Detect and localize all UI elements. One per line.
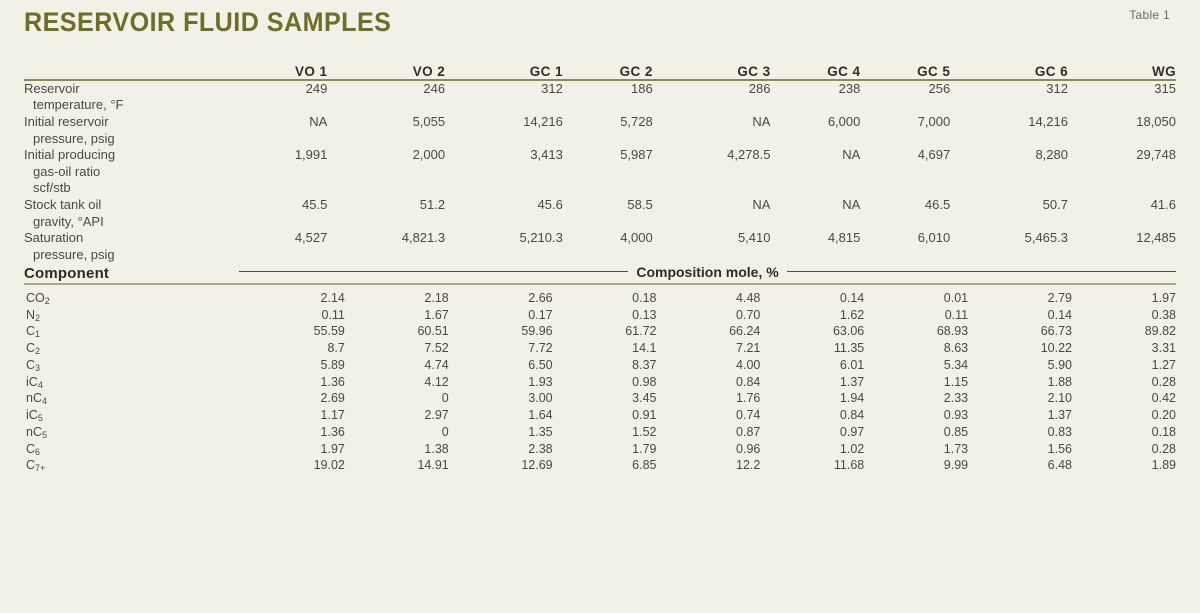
reservoir-fluid-samples-table bbox=[24, 64, 1176, 285]
table-row bbox=[24, 147, 1176, 197]
cell-value: 63.06 bbox=[832, 324, 865, 339]
table-row bbox=[24, 407, 1176, 424]
table-row bbox=[24, 81, 1176, 114]
cell-value: 1.97 bbox=[320, 441, 345, 456]
cell-value: 68.93 bbox=[936, 324, 969, 339]
banner-rule-right bbox=[787, 271, 1176, 272]
cell-value: 8.37 bbox=[632, 357, 657, 372]
cell-value: 0.13 bbox=[632, 307, 657, 322]
cell-value: 12.69 bbox=[521, 458, 553, 473]
cell-value: 12.2 bbox=[736, 458, 761, 473]
cell-value: 3,413 bbox=[530, 147, 563, 163]
cell-value: 0.01 bbox=[943, 290, 969, 305]
species-name: C bbox=[26, 324, 36, 339]
cell-value: 0.96 bbox=[736, 441, 761, 456]
species-label bbox=[24, 307, 241, 324]
cell-value: 1.94 bbox=[839, 391, 865, 406]
cell-value: 1.02 bbox=[839, 441, 865, 456]
table-row bbox=[24, 357, 1176, 374]
column-header-vo2: VO 2 bbox=[412, 63, 446, 79]
cell-value: 5.89 bbox=[320, 357, 345, 372]
cell-value: 1.52 bbox=[632, 424, 657, 439]
species-subscript: 4 bbox=[37, 379, 43, 390]
cell-value: 0.18 bbox=[1151, 424, 1176, 439]
table-row bbox=[24, 457, 1176, 474]
cell-value: 2.14 bbox=[320, 290, 345, 305]
species-name: C bbox=[26, 458, 36, 473]
cell-value: 6.85 bbox=[632, 458, 657, 473]
component-label-text: Component bbox=[24, 264, 110, 282]
column-header-gc6: GC 6 bbox=[1034, 63, 1068, 79]
cell-value: 0.18 bbox=[632, 290, 657, 305]
species-subscript: 2 bbox=[35, 346, 41, 356]
cell-value: 1.37 bbox=[839, 374, 865, 389]
cell-value: NA bbox=[309, 113, 328, 129]
cell-value: 4,815 bbox=[827, 230, 861, 246]
cell-value: 4,697 bbox=[917, 147, 951, 163]
table-header-row bbox=[24, 64, 1176, 79]
property-label-reservoir-temperature bbox=[24, 81, 239, 114]
column-header-vo1: VO 1 bbox=[294, 63, 328, 79]
page-title bbox=[24, 0, 1095, 38]
species-label bbox=[24, 374, 241, 391]
species-name: CO bbox=[26, 290, 45, 305]
cell-value: 55.59 bbox=[313, 324, 345, 339]
species-label bbox=[24, 357, 241, 374]
cell-value: 10.22 bbox=[1040, 341, 1072, 355]
species-name: nC bbox=[26, 424, 42, 439]
component-header-row bbox=[24, 264, 1176, 283]
property-label-initial-reservoir-pressure bbox=[24, 114, 239, 147]
cell-value: 89.82 bbox=[1144, 324, 1176, 339]
cell-value: 249 bbox=[305, 80, 328, 96]
cell-value: 6,000 bbox=[827, 113, 861, 129]
cell-value: 4,527 bbox=[294, 230, 328, 246]
species-label bbox=[24, 290, 241, 307]
cell-value: 3.00 bbox=[528, 391, 553, 406]
cell-value: 0.14 bbox=[839, 290, 865, 305]
species-subscript: 5 bbox=[37, 413, 43, 423]
cell-value: 1.27 bbox=[1151, 357, 1176, 372]
species-name: iC bbox=[26, 374, 38, 389]
cell-value: 4.74 bbox=[424, 357, 449, 372]
cell-value: 0 bbox=[441, 424, 449, 439]
cell-value: 2.69 bbox=[320, 391, 345, 406]
property-label-sub: temperature, °F bbox=[33, 97, 124, 113]
column-header-gc1: GC 1 bbox=[529, 63, 563, 79]
cell-value: 1.64 bbox=[528, 408, 553, 422]
cell-value: 2.97 bbox=[424, 408, 449, 422]
species-subscript: 5 bbox=[41, 429, 47, 440]
composition-banner bbox=[239, 264, 1176, 283]
cell-value: 12,485 bbox=[1136, 230, 1176, 246]
cell-value: 0.74 bbox=[736, 408, 761, 422]
cell-value: 66.73 bbox=[1040, 324, 1072, 339]
species-name: C bbox=[26, 357, 36, 372]
cell-value: 0.11 bbox=[944, 307, 969, 322]
species-subscript: 2 bbox=[35, 312, 41, 323]
cell-value: 1.97 bbox=[1151, 290, 1176, 305]
table-row bbox=[24, 340, 1176, 357]
cell-value: 60.51 bbox=[417, 324, 449, 339]
species-label bbox=[24, 390, 241, 407]
cell-value: 0.85 bbox=[943, 424, 969, 439]
property-label-saturation-pressure bbox=[24, 230, 239, 263]
cell-value: 0.14 bbox=[1047, 307, 1072, 322]
cell-value: 1.38 bbox=[424, 441, 449, 456]
cell-value: 7.21 bbox=[736, 341, 761, 355]
cell-value: 1.67 bbox=[424, 307, 449, 322]
species-label bbox=[24, 340, 241, 357]
species-subscript: 4 bbox=[41, 396, 47, 407]
cell-value: 286 bbox=[748, 80, 771, 96]
species-subscript: 1 bbox=[35, 329, 41, 340]
cell-value: 0.84 bbox=[736, 374, 761, 389]
cell-value: 9.99 bbox=[943, 458, 969, 473]
property-label-sub: gravity, °API bbox=[33, 213, 104, 229]
cell-value: 5,055 bbox=[412, 113, 446, 129]
cell-value: 1.56 bbox=[1047, 441, 1072, 456]
cell-value: 1.36 bbox=[320, 374, 345, 389]
cell-value: 0.28 bbox=[1151, 441, 1176, 456]
cell-value: 11.68 bbox=[833, 458, 865, 473]
cell-value: 14,216 bbox=[523, 113, 563, 129]
header-blank bbox=[24, 64, 239, 79]
cell-value: 0 bbox=[441, 391, 449, 406]
table-row bbox=[24, 374, 1176, 391]
cell-value: 1.36 bbox=[320, 424, 345, 439]
cell-value: 8.63 bbox=[943, 341, 969, 355]
cell-value: 8,280 bbox=[1035, 147, 1068, 163]
cell-value: 2.10 bbox=[1047, 391, 1072, 406]
species-subscript: 2 bbox=[44, 295, 50, 306]
cell-value: 3.31 bbox=[1151, 341, 1176, 355]
cell-value: 186 bbox=[631, 80, 653, 96]
cell-value: 41.6 bbox=[1150, 197, 1176, 213]
cell-value: 6.48 bbox=[1047, 458, 1072, 473]
cell-value: 0.38 bbox=[1151, 307, 1176, 322]
species-label bbox=[24, 323, 241, 340]
cell-value: 0.70 bbox=[736, 307, 761, 322]
cell-value: 0.42 bbox=[1151, 391, 1176, 406]
cell-value: NA bbox=[752, 197, 771, 213]
column-header-gc2: GC 2 bbox=[619, 63, 653, 79]
cell-value: 312 bbox=[1046, 80, 1068, 96]
property-label-stock-tank-oil-gravity bbox=[24, 197, 239, 230]
cell-value: 0.84 bbox=[839, 408, 865, 422]
property-label-sub: pressure, psig bbox=[33, 246, 115, 262]
cell-value: 1.35 bbox=[528, 424, 553, 439]
species-label bbox=[24, 441, 241, 458]
species-subscript: 7+ bbox=[35, 463, 46, 474]
property-label-main: Stock tank oil bbox=[24, 197, 102, 213]
cell-value: 0.28 bbox=[1151, 374, 1176, 389]
cell-value: 7.72 bbox=[528, 341, 553, 355]
banner-rule-left bbox=[239, 271, 628, 272]
property-label-main: Saturation bbox=[24, 230, 84, 246]
component-header-label bbox=[24, 264, 239, 283]
cell-value: 4,278.5 bbox=[727, 147, 771, 163]
cell-value: 50.7 bbox=[1042, 197, 1068, 213]
property-label-main: Initial reservoir bbox=[24, 113, 109, 129]
table-row bbox=[24, 114, 1176, 147]
species-name: C bbox=[26, 441, 36, 456]
composition-banner-label: Composition mole, % bbox=[636, 263, 779, 280]
cell-value: 5.90 bbox=[1047, 357, 1072, 372]
cell-value: 18,050 bbox=[1136, 113, 1176, 129]
cell-value: 2.33 bbox=[943, 391, 969, 406]
cell-value: 7.52 bbox=[424, 341, 449, 355]
cell-value: 19.02 bbox=[313, 458, 345, 473]
property-label-initial-producing-gas-oil-ratio bbox=[24, 147, 239, 197]
cell-value: 0.87 bbox=[736, 424, 761, 439]
cell-value: 315 bbox=[1154, 80, 1176, 96]
cell-value: 14.1 bbox=[632, 341, 657, 355]
species-label bbox=[24, 424, 241, 441]
cell-value: 0.98 bbox=[632, 374, 657, 389]
cell-value: NA bbox=[842, 197, 861, 213]
composition-rule bbox=[24, 283, 1176, 285]
species-name: iC bbox=[26, 408, 38, 422]
cell-value: 66.24 bbox=[729, 324, 761, 339]
cell-value: 5,210.3 bbox=[519, 230, 563, 246]
column-header-gc3: GC 3 bbox=[737, 63, 771, 79]
property-label-main: Reservoir bbox=[24, 80, 80, 96]
cell-value: 29,748 bbox=[1136, 147, 1176, 163]
species-label bbox=[24, 457, 241, 474]
cell-value: 246 bbox=[423, 80, 446, 96]
cell-value: 4,000 bbox=[620, 230, 653, 246]
cell-value: 7,000 bbox=[917, 113, 951, 129]
table-row bbox=[24, 441, 1176, 458]
cell-value: 14.91 bbox=[417, 458, 449, 473]
cell-value: NA bbox=[752, 113, 771, 129]
property-label-sub: gas-oil ratio bbox=[33, 163, 101, 179]
species-name: C bbox=[26, 341, 36, 355]
table-number-label: Table 1 bbox=[1129, 8, 1170, 22]
species-subscript: 3 bbox=[35, 362, 41, 373]
cell-value: 5,987 bbox=[620, 147, 653, 163]
cell-value: 0.20 bbox=[1151, 408, 1176, 422]
cell-value: 1.15 bbox=[943, 374, 969, 389]
cell-value: 256 bbox=[928, 80, 951, 96]
cell-value: 0.11 bbox=[321, 307, 345, 322]
cell-value: 0.91 bbox=[632, 408, 657, 422]
table-row bbox=[24, 390, 1176, 407]
cell-value: 5,728 bbox=[620, 113, 653, 129]
property-label-sub2: scf/stb bbox=[33, 180, 71, 196]
cell-value: 3.45 bbox=[632, 391, 657, 406]
cell-value: 2.38 bbox=[528, 441, 553, 456]
cell-value: 5.34 bbox=[943, 357, 969, 372]
cell-value: 59.96 bbox=[521, 324, 553, 339]
column-header-wg: WG bbox=[1151, 63, 1176, 79]
cell-value: 4.12 bbox=[424, 374, 449, 389]
table-row bbox=[24, 230, 1176, 263]
cell-value: 1,991 bbox=[294, 147, 328, 163]
cell-value: 6.01 bbox=[839, 357, 865, 372]
cell-value: 46.5 bbox=[924, 197, 951, 213]
cell-value: 61.72 bbox=[625, 324, 657, 339]
cell-value: 4.48 bbox=[736, 290, 761, 305]
cell-value: 14,216 bbox=[1028, 113, 1068, 129]
cell-value: 0.83 bbox=[1047, 424, 1072, 439]
species-subscript: 6 bbox=[35, 446, 41, 457]
cell-value: 4.00 bbox=[736, 357, 761, 372]
table-row bbox=[24, 290, 1176, 307]
cell-value: 1.37 bbox=[1047, 408, 1072, 422]
cell-value: 2,000 bbox=[412, 147, 446, 163]
species-name: nC bbox=[26, 391, 42, 406]
cell-value: 312 bbox=[541, 80, 563, 96]
cell-value: 6.50 bbox=[528, 357, 553, 372]
table-row bbox=[24, 424, 1176, 441]
cell-value: 5,410 bbox=[737, 230, 771, 246]
species-label bbox=[24, 407, 241, 424]
table-row bbox=[24, 197, 1176, 230]
cell-value: 0.93 bbox=[943, 408, 969, 422]
cell-value: 1.73 bbox=[943, 441, 969, 456]
cell-value: 45.6 bbox=[537, 197, 563, 213]
cell-value: 1.88 bbox=[1047, 374, 1072, 389]
cell-value: 0.97 bbox=[839, 424, 865, 439]
cell-value: 1.17 bbox=[320, 408, 345, 422]
property-label-main: Initial producing bbox=[24, 147, 116, 163]
cell-value: 2.18 bbox=[424, 290, 449, 305]
cell-value: 1.79 bbox=[632, 441, 657, 456]
cell-value: 51.2 bbox=[419, 197, 446, 213]
cell-value: 8.7 bbox=[327, 341, 345, 355]
cell-value: NA bbox=[842, 147, 861, 163]
table-row bbox=[24, 323, 1176, 340]
cell-value: 11.35 bbox=[833, 341, 865, 355]
cell-value: 1.62 bbox=[839, 307, 865, 322]
cell-value: 1.93 bbox=[528, 374, 553, 389]
composition-table bbox=[24, 290, 1176, 474]
cell-value: 1.89 bbox=[1151, 458, 1176, 473]
species-name: N bbox=[26, 307, 36, 322]
table-row bbox=[24, 307, 1176, 324]
column-header-gc5: GC 5 bbox=[917, 63, 951, 79]
page-title-text: RESERVOIR FLUID SAMPLES bbox=[24, 7, 392, 37]
cell-value: 45.5 bbox=[302, 197, 328, 213]
cell-value: 4,821.3 bbox=[401, 230, 446, 246]
cell-value: 2.66 bbox=[528, 290, 553, 305]
cell-value: 1.76 bbox=[736, 391, 761, 406]
cell-value: 0.17 bbox=[528, 307, 553, 322]
cell-value: 238 bbox=[838, 80, 861, 96]
cell-value: 6,010 bbox=[917, 230, 951, 246]
cell-value: 2.79 bbox=[1047, 290, 1072, 305]
property-label-sub: pressure, psig bbox=[33, 130, 115, 146]
cell-value: 5,465.3 bbox=[1024, 230, 1068, 246]
cell-value: 58.5 bbox=[627, 197, 653, 213]
column-header-gc4: GC 4 bbox=[827, 63, 861, 79]
